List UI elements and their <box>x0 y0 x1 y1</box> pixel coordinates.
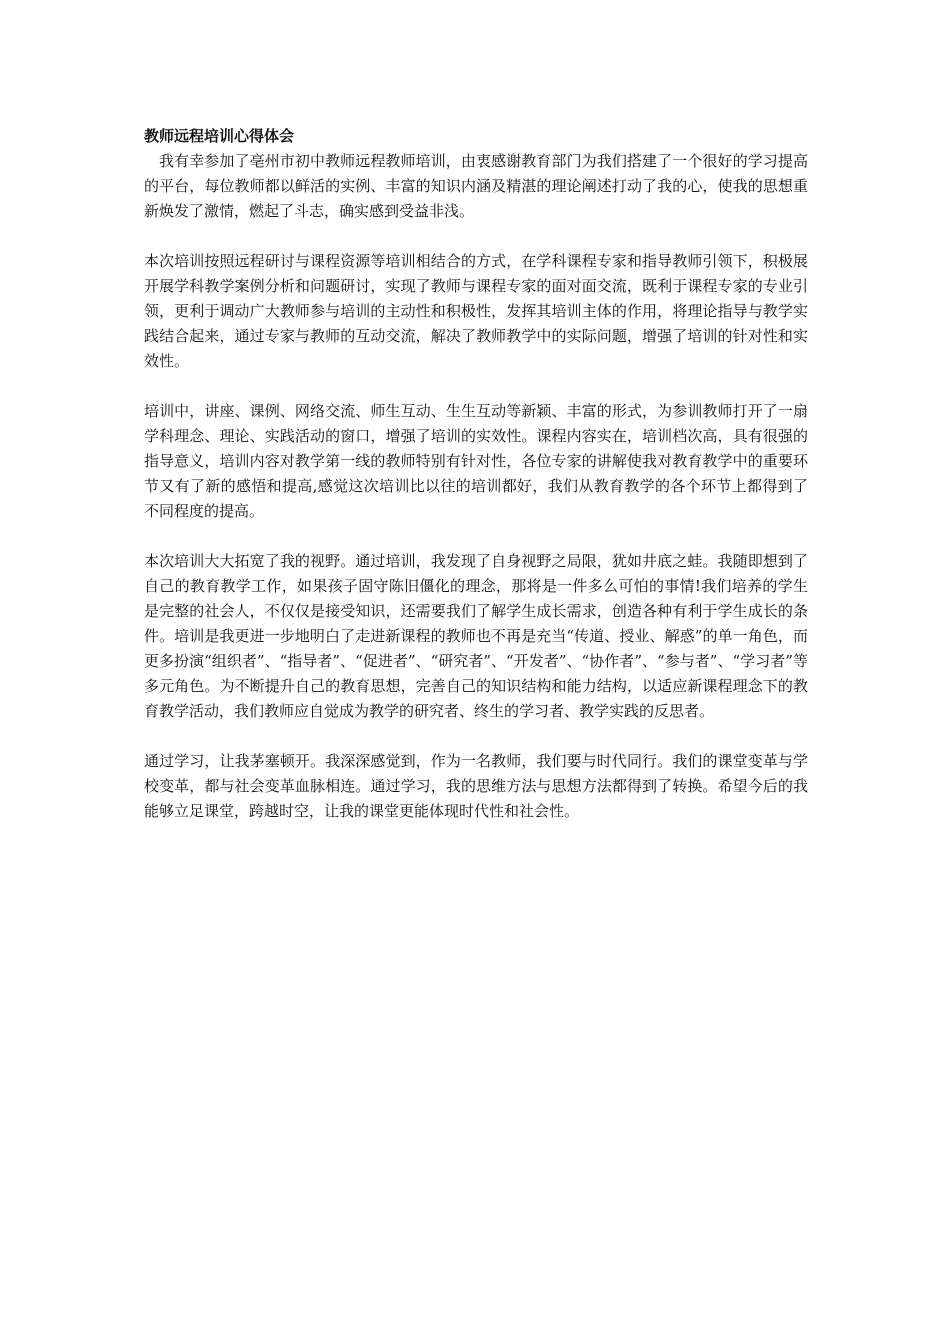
document-body <box>144 124 808 849</box>
paragraph: 本次培训大大拓宽了我的视野。通过培训，我发现了自身视野之局限，犹如井底之蛙。我随即想到了自己的教育教学工作，如果孩子固守陈旧僵化的理念，那将是一件多么可怕的事情!我们培养的学生是完整的社会人，不仅仅是接受知识，还需要我们了解学生成长需求，创造各种有利于学生成长的条件。培训是我更进一步地明白了走进新课程的教师也不再是充当“传道、授业、解惑”的单一角色，而更多扮演“组织者”、“指导者”、“促进者”、“研究者”、“开发者”、“协作者”、“参与者”、“学习者”等多元角色。为不断提升自己的教育思想，完善自己的知识结构和能力结构，以适应新课程理念下的教育教学活动，我们教师应自觉成为教学的研究者、终生的学习者、教学实践的反思者。 <box>144 552 808 720</box>
document-title: 教师远程培训心得体会 <box>144 127 295 145</box>
paragraph: 通过学习，让我茅塞顿开。我深深感觉到，作为一名教师，我们要与时代同行。我们的课堂变革与学校变革，都与社会变革血脉相连。通过学习，我的思维方法与思想方法都得到了转换。希望今后的我能够立足课堂，跨越时空，让我的课堂更能体现时代性和社会性。 <box>144 752 808 820</box>
paragraph: 培训中，讲座、课例、网络交流、师生互动、生生互动等新颖、丰富的形式，为参训教师打开了一扇学科理念、理论、实践活动的窗口，增强了培训的实效性。课程内容实在，培训档次高，具有很强的指导意义，培训内容对教学第一线的教师特别有针对性，各位专家的讲解使我对教育教学中的重要环节又有了新的感悟和提高,感觉这次培训比以往的培训都好，我们从教育教学的各个环节上都得到了不同程度的提高。 <box>144 402 808 520</box>
paragraph: 本次培训按照远程研讨与课程资源等培训相结合的方式，在学科课程专家和指导教师引领下，积极展开展学科教学案例分析和问题研讨，实现了教师与课程专家的面对面交流，既利于课程专家的专业引领，更利于调动广大教师参与培训的主动性和积极性，发挥其培训主体的作用，将理论指导与教学实践结合起来，通过专家与教师的互动交流，解决了教师教学中的实际问题，增强了培训的针对性和实效性。 <box>144 252 808 370</box>
paragraph: 我有幸参加了亳州市初中教师远程教师培训，由衷感谢教育部门为我们搭建了一个很好的学习提高的平台，每位教师都以鲜活的实例、丰富的知识内涵及精湛的理论阐述打动了我的心，使我的思想重新焕发了激情，燃起了斗志，确实感到受益非浅。 <box>144 152 808 220</box>
